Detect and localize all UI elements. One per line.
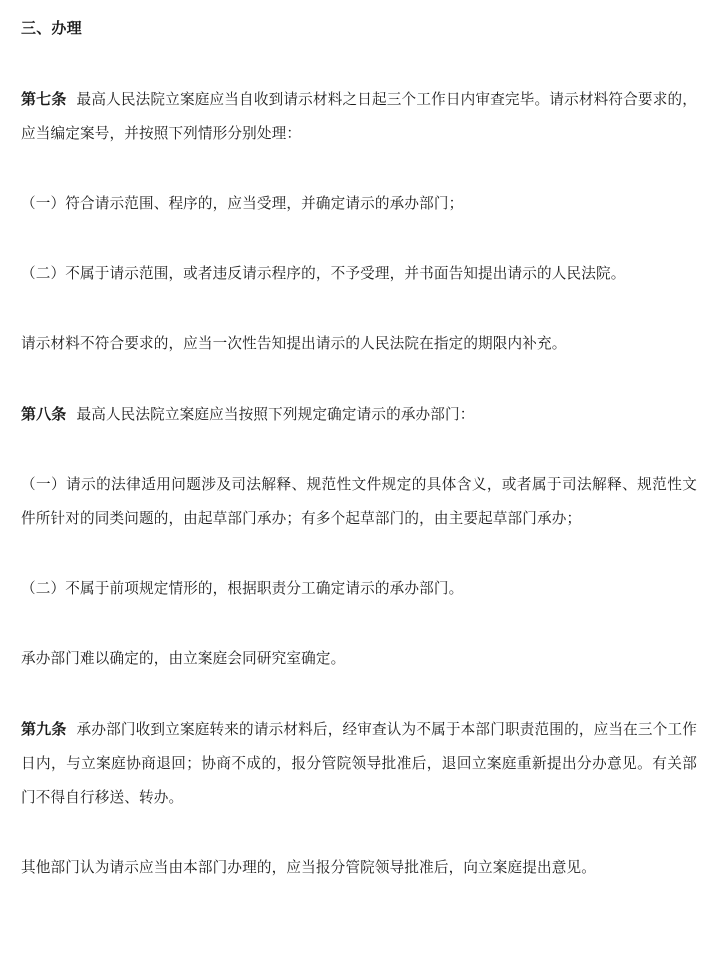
article-8-intro — [21, 397, 697, 432]
article-number: 第八条 — [21, 405, 67, 423]
paragraph-text: （二）不属于前项规定情形的，根据职责分工确定请示的承办部门。 — [21, 580, 464, 597]
paragraph-text: 承办部门难以确定的，由立案庭会同研究室确定。 — [21, 650, 346, 667]
article-number: 第七条 — [21, 90, 67, 108]
article-number: 第九条 — [21, 720, 67, 738]
paragraph-text: 最高人民法院立案庭应当自收到请示材料之日起三个工作日内审查完毕。请示材料符合要求的，应当编定案号，并按照下列情形分别处理： — [21, 91, 697, 142]
article-7-item-2 — [21, 257, 697, 291]
paragraph-text: 最高人民法院立案庭应当按照下列规定确定请示的承办部门： — [76, 406, 475, 423]
paragraph-text: （一）符合请示范围、程序的，应当受理，并确定请示的承办部门； — [21, 195, 464, 212]
section-title: 三、办理 — [21, 19, 82, 37]
article-7-supplement — [21, 327, 697, 361]
document-body — [21, 14, 697, 921]
article-8-supplement — [21, 642, 697, 676]
paragraph-text: （一）请示的法律适用问题涉及司法解释、规范性文件规定的具体含义，或者属于司法解释、规范性文件所针对的同类问题的，由起草部门承办；有多个起草部门的，由主要起草部门承办； — [21, 476, 697, 527]
article-9-intro — [21, 712, 697, 815]
paragraph-text: 其他部门认为请示应当由本部门办理的，应当报分管院领导批准后，向立案庭提出意见。 — [21, 859, 597, 876]
paragraph-text: 请示材料不符合要求的，应当一次性告知提出请示的人民法院在指定的期限内补充。 — [21, 335, 567, 352]
article-7-intro — [21, 82, 697, 151]
paragraph-text: 承办部门收到立案庭转来的请示材料后，经审查认为不属于本部门职责范围的，应当在三个工作日内，与立案庭协商退回；协商不成的，报分管院领导批准后，退回立案庭重新提出分办意见。有关部门不得自行移送、转办。 — [21, 721, 697, 806]
article-8-item-1 — [21, 468, 697, 536]
paragraph-text: （二）不属于请示范围，或者违反请示程序的，不予受理，并书面告知提出请示的人民法院。 — [21, 265, 626, 282]
article-8-item-2 — [21, 572, 697, 606]
article-9-supplement — [21, 851, 697, 885]
article-7-item-1 — [21, 187, 697, 221]
